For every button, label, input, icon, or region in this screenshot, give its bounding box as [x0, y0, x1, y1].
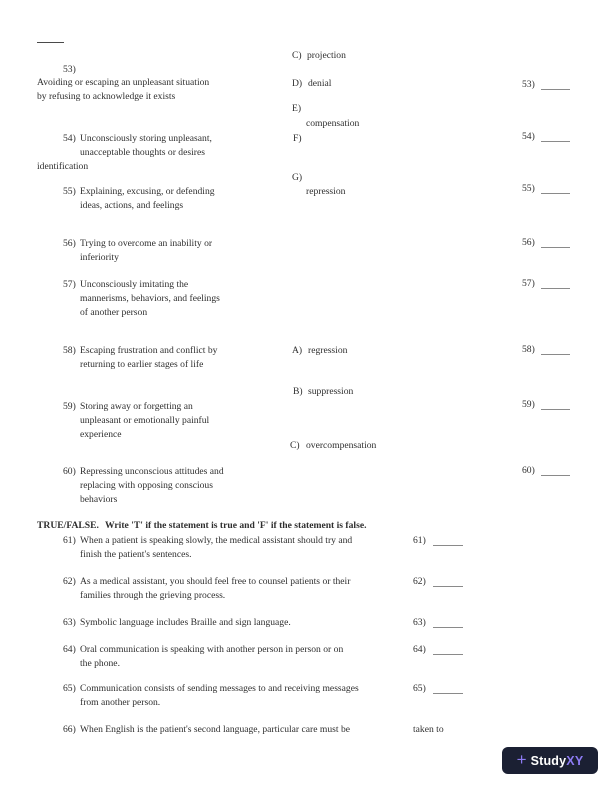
option-c2-label: C)	[290, 440, 300, 451]
answer-53-blank	[541, 89, 570, 90]
answer-57-blank	[541, 288, 570, 289]
answer-63-blank	[433, 627, 463, 628]
logo-text-xy: XY	[566, 753, 584, 768]
answer-56-number: 56)	[522, 237, 535, 248]
option-c-label: C)	[292, 50, 302, 61]
tf-64-line2: the phone.	[80, 658, 120, 669]
match-53-number: 53)	[63, 64, 76, 75]
match-58-number: 58)	[63, 345, 76, 356]
match-57-line1: Unconsciously imitating the	[80, 279, 189, 290]
tf-65-line2: from another person.	[80, 697, 161, 708]
answer-65-blank	[433, 693, 463, 694]
tf-62-number: 62)	[63, 576, 76, 587]
tf-61-number: 61)	[63, 535, 76, 546]
logo-text-study: Study	[530, 753, 567, 768]
match-57-line3: of another person	[80, 307, 148, 318]
option-d-label: D)	[292, 78, 303, 89]
tf-66-line1: When English is the patient's second language, particular care must be	[80, 724, 350, 735]
match-54-line1: Unconsciously storing unpleasant,	[80, 133, 212, 144]
answer-60-blank	[541, 475, 570, 476]
answer-55-number: 55)	[522, 183, 535, 194]
answer-64-number: 64)	[413, 644, 426, 655]
option-a-text: regression	[308, 345, 348, 356]
match-60-line1: Repressing unconscious attitudes and	[80, 466, 224, 477]
answer-59-blank	[541, 409, 570, 410]
match-55-line2: ideas, actions, and feelings	[80, 200, 184, 211]
match-53-line1: Avoiding or escaping an unpleasant situation	[37, 77, 210, 88]
answer-61-number: 61)	[413, 535, 426, 546]
truefalse-section-label: TRUE/FALSE.	[37, 520, 99, 531]
tf-65-line1: Communication consists of sending messages to and receiving messages	[80, 683, 359, 694]
tf-63-line1: Symbolic language includes Braille and sign language.	[80, 617, 291, 628]
match-57-line2: mannerisms, behaviors, and feelings	[80, 293, 220, 304]
match-59-line1: Storing away or forgetting an	[80, 401, 193, 412]
tf-61-line1: When a patient is speaking slowly, the medical assistant should try and	[80, 535, 353, 546]
tf-66-tail: taken to	[413, 724, 444, 735]
answer-59-number: 59)	[522, 399, 535, 410]
match-59-number: 59)	[63, 401, 76, 412]
answer-58-blank	[541, 354, 570, 355]
tf-63-number: 63)	[63, 617, 76, 628]
tf-62-line2: families through the grieving process.	[80, 590, 226, 601]
tf-65-number: 65)	[63, 683, 76, 694]
tf-62-line1: As a medical assistant, you should feel free to counsel patients or their	[80, 576, 351, 587]
match-58-line1: Escaping frustration and conflict by	[80, 345, 218, 356]
answer-54-number: 54)	[522, 131, 535, 142]
match-56-line1: Trying to overcome an inability or	[80, 238, 213, 249]
match-57-number: 57)	[63, 279, 76, 290]
truefalse-instructions: Write 'T' if the statement is true and 'F' if the statement is false.	[105, 520, 367, 531]
answer-62-blank	[433, 586, 463, 587]
answer-56-blank	[541, 247, 570, 248]
option-f-label: F)	[293, 133, 302, 144]
option-g-label: G)	[292, 172, 303, 183]
match-55-line1: Explaining, excusing, or defending	[80, 186, 215, 197]
answer-57-number: 57)	[522, 278, 535, 289]
studyxy-logo-badge[interactable]	[502, 747, 598, 774]
answer-64-blank	[433, 654, 463, 655]
option-b-text: suppression	[308, 386, 354, 397]
match-54-number: 54)	[63, 133, 76, 144]
tf-64-number: 64)	[63, 644, 76, 655]
tf-64-line1: Oral communication is speaking with another person in person or on	[80, 644, 344, 655]
option-c2-text: overcompensation	[306, 440, 377, 451]
match-53-line2: by refusing to acknowledge it exists	[37, 91, 176, 102]
tf-61-line2: finish the patient's sentences.	[80, 549, 192, 560]
match-59-line3: experience	[80, 429, 122, 440]
answer-63-number: 63)	[413, 617, 426, 628]
answer-55-blank	[541, 193, 570, 194]
match-60-number: 60)	[63, 466, 76, 477]
stray-answer-line	[37, 42, 64, 43]
plus-icon: +	[516, 750, 527, 769]
match-55-number: 55)	[63, 186, 76, 197]
match-60-line2: replacing with opposing conscious	[80, 480, 213, 491]
tf-66-number: 66)	[63, 724, 76, 735]
answer-60-number: 60)	[522, 465, 535, 476]
answer-53-number: 53)	[522, 79, 535, 90]
match-59-line2: unpleasant or emotionally painful	[80, 415, 210, 426]
stray-word-identification: identification	[37, 161, 89, 172]
option-g-text: repression	[306, 186, 346, 197]
option-e-text: compensation	[306, 118, 360, 129]
answer-61-blank	[433, 545, 463, 546]
match-54-line2: unacceptable thoughts or desires	[80, 147, 205, 158]
answer-62-number: 62)	[413, 576, 426, 587]
answer-65-number: 65)	[413, 683, 426, 694]
match-58-line2: returning to earlier stages of life	[80, 359, 204, 370]
option-a-label: A)	[292, 345, 303, 356]
answer-54-blank	[541, 141, 570, 142]
answer-58-number: 58)	[522, 344, 535, 355]
match-60-line3: behaviors	[80, 494, 118, 505]
match-56-number: 56)	[63, 238, 76, 249]
match-56-line2: inferiority	[80, 252, 119, 263]
option-b-label: B)	[293, 386, 303, 397]
option-e-label: E)	[292, 103, 302, 114]
option-d-text: denial	[308, 78, 332, 89]
option-c-text: projection	[307, 50, 346, 61]
